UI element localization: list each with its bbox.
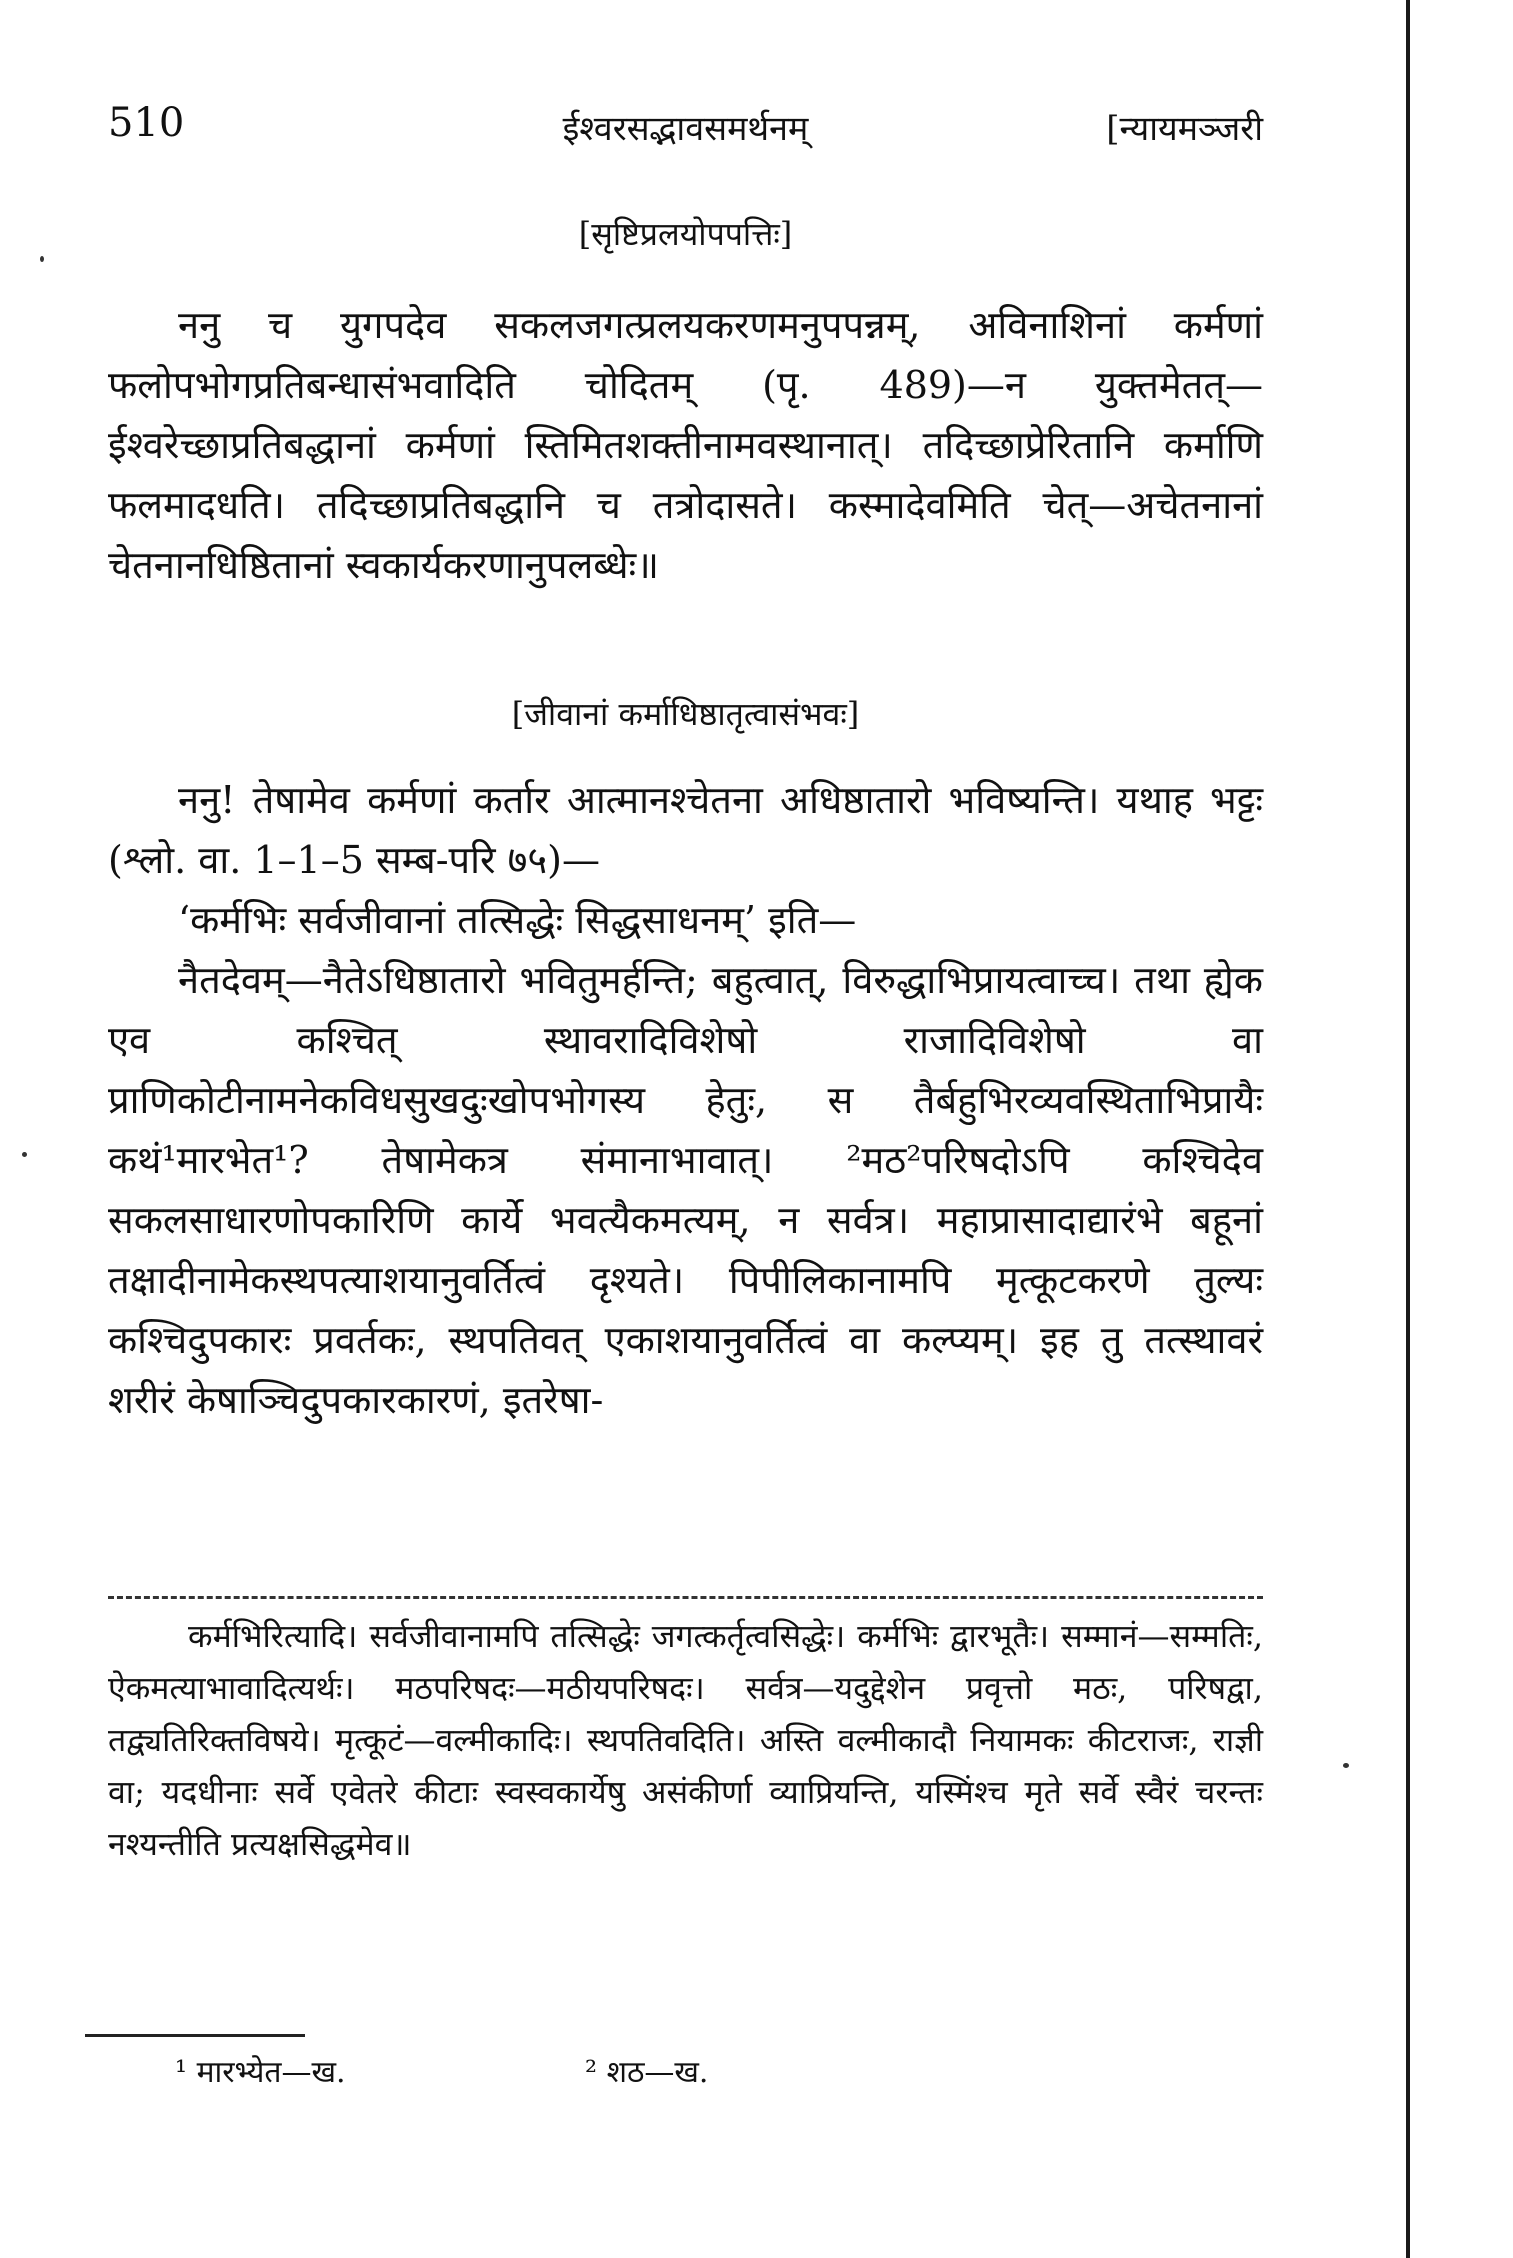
page-header [108,100,1263,160]
paragraph: नैतदेवम्—नैतेऽधिष्ठातारो भवितुमर्हन्ति; बहुत्वात्, विरुद्धाभिप्रायत्वाच्च। तथा ह्येक एव कश्चित् स्थावरादिविशेषो राजादिविशेषो वा प्राणिकोटीनामनेकविधसुखदुःखोपभोगस्य हेतुः, स तैर्बहुभिरव्यवस्थिताभिप्रायैः कथं¹मारभेत¹? तेषामेकत्र संमानाभावात्। ²मठ²परिषदोऽपि कश्चिदेव सकलसाधारणोपकारिणि कार्ये भवत्यैकमत्यम्, न सर्वत्र। महाप्रासादाद्यारंभे बहूनां तक्षादीनामेकस्थपत्याशयानुवर्तित्वं दृश्यते। पिपीलिकानामपि मृत्कूटकरणे तुल्यः कश्चिदुपकारः प्रवर्तकः, स्थपतिवत् एकाशयानुवर्तित्वं वा कल्प्यम्। इह तु तत्स्थावरं शरीरं केषाञ्चिदुपकारकारणं, इतरेषा- [108,958,1263,1422]
section-heading: [जीवानां कर्माधिष्ठातृत्वासंभवः] [511,695,860,733]
book-title: [न्यायमञ्जरी [1106,109,1263,149]
running-title: ईश्वरसद्भावसमर्थनम् [562,109,809,149]
section-heading: [सृष्टिप्रलयोपपत्तिः] [578,215,793,253]
footnote-2: ² शठ—ख. [585,2055,709,2090]
footnote-1: ¹ मारभ्येत—ख. [175,2055,346,2090]
paragraph: ननु! तेषामेव कर्मणां कर्तार आत्मानश्चेतना अधिष्ठातारो भविष्यन्ति। यथाह भट्टः (श्लो. वा. 1–1–5 सम्ब-परि ७५)— [108,778,1263,882]
commentary-divider [108,1596,1263,1599]
scan-speck [22,1152,27,1157]
scan-speck [40,256,44,262]
section-2-text [108,770,1263,1430]
page-number: 510 [108,100,185,146]
section-1-text [108,295,1263,595]
commentary [108,1610,1263,1870]
scan-speck [1343,1763,1349,1768]
paragraph: ननु च युगपदेव सकलजगत्प्रलयकरणमनुपपन्नम्, अविनाशिनां कर्मणां फलोपभोगप्रतिबन्धासंभवादिति चोदितम् (पृ. 489)—न युक्तमेतत्—ईश्वरेच्छाप्रतिबद्धानां कर्मणां स्तिमितशक्तीनामवस्थानात्। तदिच्छाप्रेरितानि कर्माणि फलमादधति। तदिच्छाप्रतिबद्धानि च तत्रोदासते। कस्मादेवमिति चेत्—अचेतनानां चेतनानधिष्ठितानां स्वकार्यकरणानुपलब्धेः॥ [108,303,1263,587]
quoted-verse: ‘कर्मभिः सर्वजीवानां तत्सिद्धेः सिद्धसाधनम्’ इति— [178,898,857,942]
commentary-text: कर्मभिरित्यादि। सर्वजीवानामपि तत्सिद्धेः जगत्कर्तृत्वसिद्धेः। कर्मभिः द्वारभूतैः। सम्मानं—सम्मतिः, ऐकमत्याभावादित्यर्थः। मठपरिषदः—मठीयपरिषदः। सर्वत्र—यदुद्देशेन प्रवृत्तो मठः, परिषद्वा, तद्व्यतिरिक्तविषये। मृत्कूटं—वल्मीकादिः। स्थपतिवदिति। अस्ति वल्मीकादौ नियामकः कीटराजः, राज्ञी वा; यदधीनाः सर्वे एवेतरे कीटाः स्वस्वकार्येषु असंकीर्णा व्याप्रियन्ति, यस्मिंश्च मृते सर्वे स्वैरं चरन्तः नश्यन्तीति प्रत्यक्षसिद्धमेव॥ [108,1617,1263,1863]
footnote-rule [85,2034,305,2037]
page-edge-line [1406,0,1410,2258]
